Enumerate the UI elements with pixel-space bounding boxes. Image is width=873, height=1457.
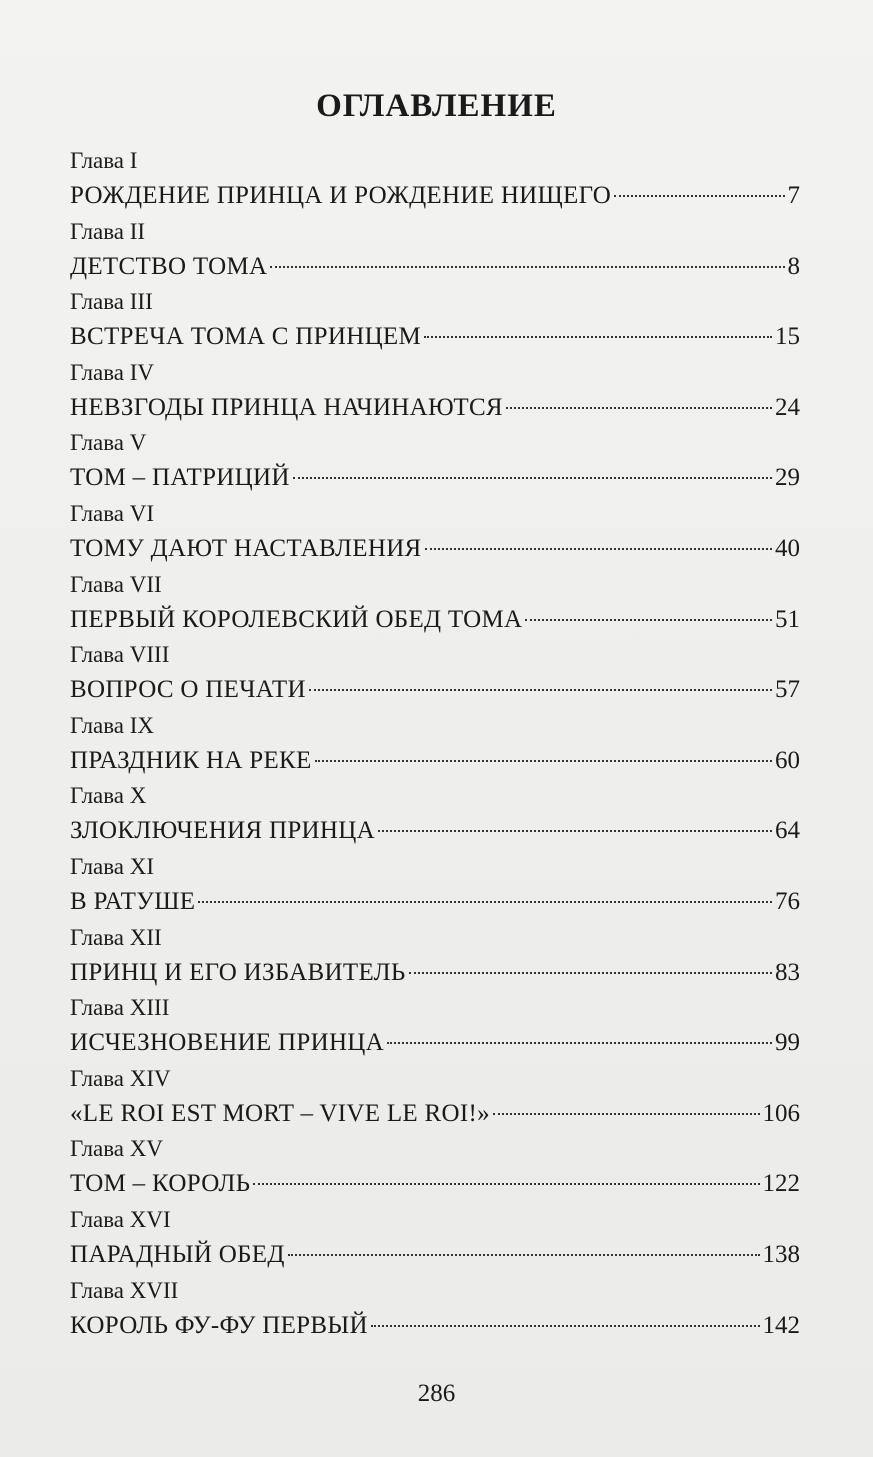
dot-leader [309,689,772,691]
chapter-label: Глава XVII [70,1277,179,1303]
chapter-page-number: 7 [787,182,800,209]
chapter-label: Глава VIII [70,642,170,668]
dot-leader [378,830,772,832]
chapter-label: Глава IV [70,359,155,385]
chapter-title: ВОПРОС О ПЕЧАТИ [70,676,306,704]
chapter-label: Глава XI [70,853,155,879]
chapter-title: ТОМ – КОРОЛЬ [70,1170,251,1198]
chapter-title-row [70,1027,800,1059]
chapter-page-number: 83 [775,958,800,986]
chapter-title: РОЖДЕНИЕ ПРИНЦА И РОЖДЕНИЕ НИЩЕГО [70,182,612,209]
chapter-page-number: 15 [775,323,800,351]
chapter-title: ПРИНЦ И ЕГО ИЗБАВИТЕЛЬ [70,958,406,986]
chapter-title-row [70,1310,800,1342]
toc-entry [70,218,800,289]
dot-leader [493,1113,760,1115]
chapter-label: Глава XII [70,924,162,950]
dot-leader [506,407,772,409]
toc-entry [70,500,800,571]
chapter-label: Глава V [70,430,147,456]
chapter-title-row [70,674,800,706]
toc-entry [70,571,800,642]
chapter-title: КОРОЛЬ ФУ-ФУ ПЕРВЫЙ [70,1311,368,1339]
chapter-title-row [70,462,800,494]
chapter-page-number: 122 [762,1170,800,1198]
chapter-page-number: 64 [775,817,800,845]
chapter-page-number: 76 [775,887,800,915]
chapter-label: Глава IX [70,712,155,738]
dot-leader [315,760,772,762]
chapter-label: Глава XV [70,1136,163,1162]
dot-leader [409,972,772,974]
chapter-title: ДЕТСТВО ТОМА [70,252,268,280]
toc-entry [70,712,800,783]
toc-entry [70,429,800,500]
chapter-label: Глава X [70,783,147,809]
chapter-title-row [70,815,800,847]
chapter-title: НЕВЗГОДЫ ПРИНЦА НАЧИНАЮТСЯ [70,393,503,421]
chapter-page-number: 60 [775,746,800,774]
toc-entry [70,1277,800,1348]
chapter-label: Глава XIII [70,995,170,1021]
toc-entry [70,782,800,853]
toc-entry [70,853,800,924]
dot-leader [253,1183,759,1185]
chapter-title-row [70,957,800,989]
chapter-title: ИСЧЕЗНОВЕНИЕ ПРИНЦА [70,1029,385,1057]
toc-entry [70,924,800,995]
dot-leader [270,266,784,268]
chapter-title-row [70,392,800,424]
toc-entry [70,994,800,1065]
chapter-label: Глава II [70,218,146,244]
chapter-page-number: 106 [762,1099,800,1127]
chapter-page-number: 142 [762,1311,800,1339]
chapter-label: Глава VI [70,500,155,526]
chapter-label: Глава XVI [70,1206,171,1232]
chapter-title: ТОМУ ДАЮТ НАСТАВЛЕНИЯ [70,534,422,562]
chapter-title-row [70,604,800,636]
toc-entry [70,1206,800,1277]
chapter-title-row [70,533,800,565]
chapter-label: Глава VII [70,571,162,597]
toc-entry [70,1065,800,1136]
toc-entry [70,147,800,218]
chapter-page-number: 57 [775,676,800,704]
chapter-label: Глава I [70,148,138,173]
dot-leader [293,477,772,479]
chapter-title-row [70,886,800,918]
chapter-title: ПАРАДНЫЙ ОБЕД [70,1240,285,1268]
chapter-page-number: 51 [775,605,800,633]
chapter-title: ВСТРЕЧА ТОМА С ПРИНЦЕМ [70,323,422,351]
chapter-label: Глава III [70,289,153,315]
dot-leader [424,336,772,338]
chapter-title-row [70,745,800,777]
chapter-title: ЗЛОКЛЮЧЕНИЯ ПРИНЦА [70,817,375,845]
chapter-title-row [70,1168,800,1200]
toc-entry [70,288,800,359]
table-of-contents [70,147,800,1347]
toc-entry [70,641,800,712]
chapter-title: «LE ROI EST MORT – VIVE LE ROI!» [70,1099,490,1127]
chapter-title-row [70,321,800,353]
chapter-page-number: 29 [775,464,800,492]
page-title: ОГЛАВЛЕНИЕ [316,88,557,124]
chapter-title-row [70,1098,800,1130]
chapter-page-number: 99 [775,1029,800,1057]
chapter-title-row [70,180,800,212]
dot-leader [371,1325,760,1327]
dot-leader [425,548,772,550]
chapter-title-row [70,251,800,283]
chapter-title: ПЕРВЫЙ КОРОЛЕВСКИЙ ОБЕД ТОМА [70,605,523,633]
chapter-page-number: 138 [762,1240,800,1268]
toc-entry [70,1135,800,1206]
chapter-title: ПРАЗДНИК НА РЕКЕ [70,746,312,774]
dot-leader [614,195,784,197]
page-number: 286 [417,1380,456,1407]
toc-entry [70,359,800,430]
chapter-title: В РАТУШЕ [70,887,196,915]
chapter-title-row [70,1239,800,1271]
dot-leader [288,1254,760,1256]
chapter-title: ТОМ – ПАТРИЦИЙ [70,464,290,492]
dot-leader [525,619,772,621]
chapter-page-number: 8 [787,252,800,280]
dot-leader [387,1042,772,1044]
chapter-label: Глава XIV [70,1065,171,1091]
chapter-page-number: 40 [775,534,800,562]
dot-leader [198,901,772,903]
chapter-page-number: 24 [775,393,800,421]
